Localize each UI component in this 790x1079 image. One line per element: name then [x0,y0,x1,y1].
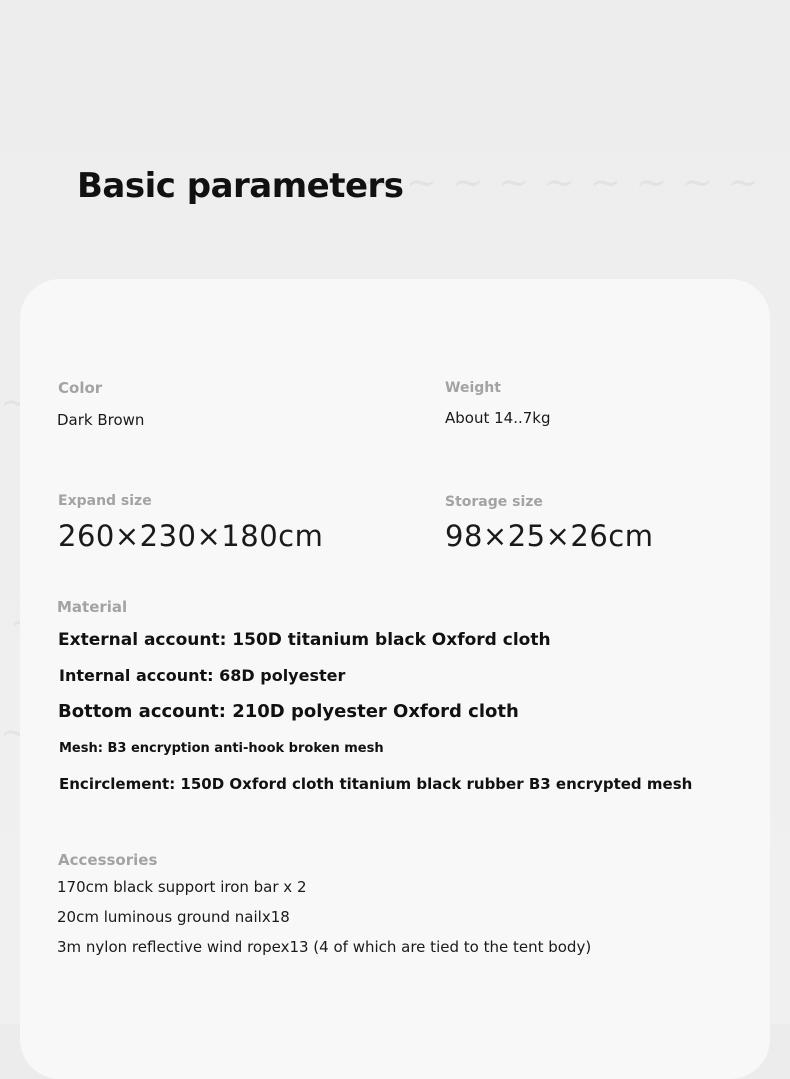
storage-size-value: 98×25×26cm [445,519,654,553]
accessories-label: Accessories [58,851,158,869]
expand-size-label: Expand size [58,493,152,509]
accessory-item: 170cm black support iron bar x 2 [57,878,307,896]
expand-size-value: 260×230×180cm [58,519,324,553]
material-item: Encirclement: 150D Oxford cloth titanium black rubber B3 encrypted mesh [59,775,693,793]
color-label: Color [58,379,103,397]
accessory-item: 20cm luminous ground nailx18 [57,908,290,926]
weight-value: About 14..7kg [445,409,551,427]
material-item: Internal account: 68D polyester [59,666,346,685]
storage-size-label: Storage size [445,494,543,510]
material-item: External account: 150D titanium black Oxford cloth [58,630,551,650]
weight-label: Weight [445,380,501,396]
color-value: Dark Brown [57,411,145,429]
material-label: Material [57,598,128,616]
material-item: Bottom account: 210D polyester Oxford cloth [58,701,519,722]
page-title: Basic parameters [77,166,404,206]
accessory-item: 3m nylon reflective wind ropex13 (4 of which are tied to the tent body) [57,938,592,956]
material-item: Mesh: B3 encryption anti-hook broken mesh [59,741,384,756]
